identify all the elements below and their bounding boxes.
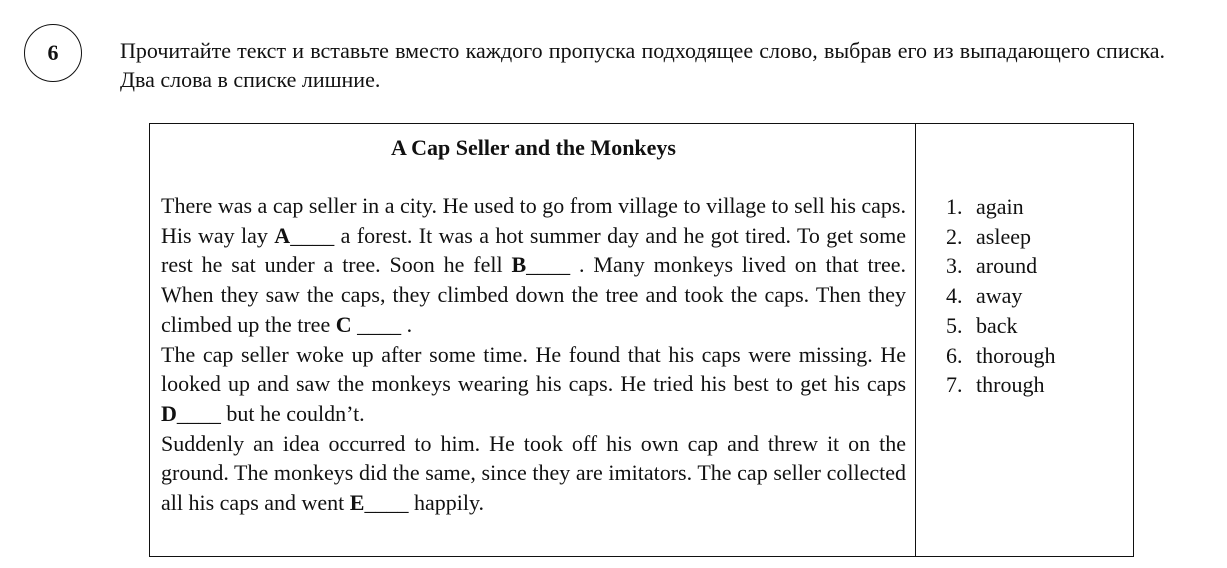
option-item — [946, 311, 1133, 341]
option-item — [946, 370, 1133, 400]
story-text: Many monkeys lived on that tree. When they saw the caps, they climbed down the tree and took the caps. Then they climbed up the tree — [161, 252, 907, 337]
option-word: away — [976, 283, 1023, 309]
option-item — [946, 192, 1133, 222]
task-table — [149, 123, 1134, 557]
options-cell — [916, 124, 1133, 556]
option-number: 3. — [946, 253, 963, 279]
story-paragraph-1 — [161, 191, 906, 340]
story-text: but he couldn’t. — [220, 400, 365, 426]
option-item — [946, 341, 1133, 371]
gap-b-blank[interactable]: ____ . — [526, 252, 585, 278]
word-options-list — [946, 192, 1133, 400]
gap-a-blank[interactable]: ____ — [290, 222, 335, 248]
option-number: 7. — [946, 372, 963, 398]
story-paragraph-2 — [161, 340, 906, 429]
task-number: 6 — [47, 40, 59, 65]
story-text: There was a cap seller in a city. He used to go from village to village to sell his caps. His way lay — [161, 193, 906, 248]
option-item — [946, 222, 1133, 252]
option-word: asleep — [976, 223, 1031, 249]
option-item — [946, 251, 1133, 281]
option-word: again — [976, 194, 1024, 219]
gap-c-letter: C — [335, 311, 352, 337]
task-number-badge — [24, 24, 82, 82]
option-word: around — [976, 253, 1038, 279]
gap-e-blank[interactable]: ____ — [364, 490, 409, 516]
story-text: Suddenly an idea occurred to him. He took off his own cap and threw it on the ground. The monkeys did the same, since they are imitators. The cap seller collected all his caps and went — [161, 430, 906, 516]
task-instruction: Прочитайте текст и вставьте вместо каждого пропуска подходящее слово, выбрав его из выпадающего списка. Два слова в списке лишние. — [120, 38, 1165, 92]
option-number: 6. — [946, 342, 963, 368]
story-paragraph-3 — [161, 429, 906, 518]
option-number: 2. — [946, 223, 963, 249]
option-item — [946, 281, 1133, 311]
option-word: thorough — [976, 342, 1056, 368]
gap-b-letter: B — [511, 252, 527, 278]
gap-a-letter: A — [274, 222, 291, 248]
story-title: A Cap Seller and the Monkeys — [390, 135, 676, 160]
option-word: back — [976, 312, 1018, 338]
option-word: through — [976, 372, 1045, 398]
option-number: 5. — [946, 312, 963, 338]
story-text: a forest. It was a hot summer day and he got tired. To get some rest he sat under a tree. Soon he fell — [161, 222, 906, 278]
gap-c-blank[interactable]: ____ . — [351, 311, 413, 337]
story-text: The cap seller woke up after some time. He found that his caps were missing. He looked up and saw the monkeys wearing his caps. He tried his best to get his caps — [161, 341, 906, 397]
story-text: happily. — [408, 490, 485, 516]
gap-e-letter: E — [349, 490, 365, 516]
option-number: 1. — [946, 194, 963, 219]
gap-d-letter: D — [161, 400, 177, 426]
gap-d-blank[interactable]: ____ — [176, 400, 221, 426]
option-number: 4. — [946, 283, 963, 309]
story-cell — [150, 124, 916, 556]
